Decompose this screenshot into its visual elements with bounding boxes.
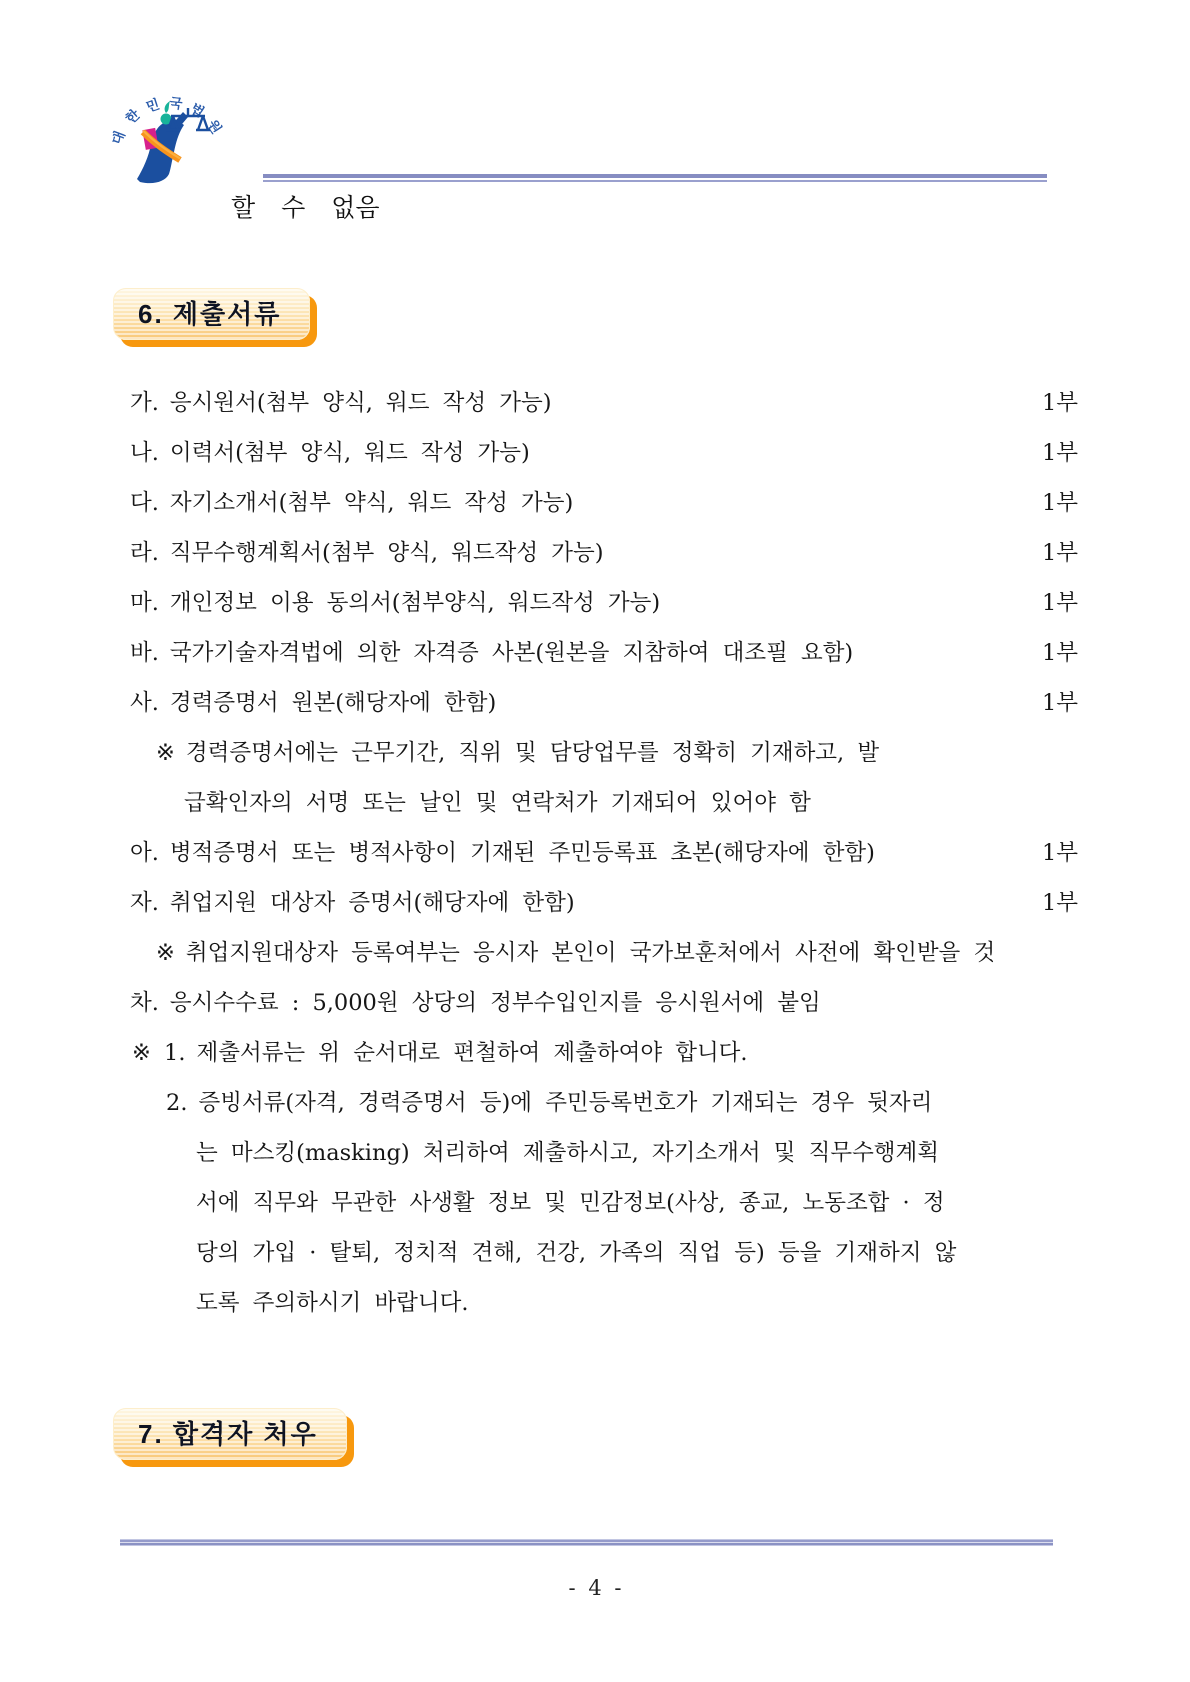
doc-line-count: 1부	[1041, 540, 1078, 566]
doc-line-text: 도록 주의하시기 바랍니다.	[196, 1290, 469, 1316]
doc-line	[110, 778, 1078, 828]
doc-line-label: ※	[156, 740, 175, 766]
doc-line-count: 1부	[1041, 590, 1078, 616]
doc-line-text: 경력증명서에는 근무기간, 직위 및 담당업무를 정확히 기재하고, 발	[185, 740, 880, 766]
doc-line-label: 자.	[130, 890, 159, 916]
doc-line	[110, 478, 1078, 528]
doc-line	[110, 528, 1078, 578]
doc-line	[110, 878, 1078, 928]
doc-line	[110, 978, 1078, 1028]
section-7-header: 7. 합격자 처우	[113, 1408, 347, 1460]
doc-line-label: 바.	[130, 640, 159, 666]
doc-line	[110, 1028, 1078, 1078]
supreme-court-logo	[106, 72, 230, 187]
doc-line-text: 급확인자의 서명 또는 날인 및 연락처가 기재되어 있어야 함	[184, 790, 811, 816]
doc-line	[110, 1128, 1078, 1178]
doc-line-label: 마.	[130, 590, 159, 616]
doc-line-text: 응시원서(첨부 양식, 워드 작성 가능)	[169, 390, 552, 416]
doc-line	[110, 828, 1078, 878]
doc-line-label: 가.	[130, 390, 159, 416]
doc-line	[110, 1278, 1078, 1328]
doc-line-label: ※	[156, 940, 175, 966]
doc-line-text: 취업지원 대상자 증명서(해당자에 한함)	[169, 890, 575, 916]
doc-line-count: 1부	[1041, 640, 1078, 666]
doc-line-text: 직무수행계획서(첨부 양식, 워드작성 가능)	[169, 540, 604, 566]
carryover-text: 할 수 없음	[231, 193, 380, 222]
section-6-header: 6. 제출서류	[113, 288, 310, 340]
doc-line-label: 2.	[166, 1090, 188, 1116]
doc-line	[110, 428, 1078, 478]
doc-line-text: 자기소개서(첨부 약식, 워드 작성 가능)	[169, 490, 574, 516]
doc-line-count: 1부	[1041, 390, 1078, 416]
doc-line	[110, 578, 1078, 628]
doc-line-label: 나.	[130, 440, 159, 466]
doc-line-label: 다.	[130, 490, 159, 516]
doc-line-count: 1부	[1041, 440, 1078, 466]
bottom-rule	[120, 1539, 1053, 1546]
doc-line-count: 1부	[1041, 490, 1078, 516]
doc-line-text: 개인정보 이용 동의서(첨부양식, 워드작성 가능)	[169, 590, 661, 616]
doc-line-label: 사.	[130, 690, 159, 716]
doc-line-text: 당의 가입 · 탈퇴, 정치적 견해, 건강, 가족의 직업 등) 등을 기재하지 않	[196, 1240, 957, 1266]
doc-line	[110, 928, 1078, 978]
doc-line	[110, 378, 1078, 428]
doc-line-label: ※ 1.	[132, 1040, 186, 1066]
doc-line	[110, 678, 1078, 728]
doc-line	[110, 1228, 1078, 1278]
doc-line-text: 응시수수료 : 5,000원 상당의 정부수입인지를 응시원서에 붙임	[169, 990, 821, 1016]
top-rule	[263, 174, 1047, 182]
doc-line-count: 1부	[1041, 690, 1078, 716]
document-list	[110, 378, 1078, 1328]
logo-letter: 국	[168, 95, 184, 112]
logo-letter: 민	[144, 96, 162, 115]
doc-line-text: 경력증명서 원본(해당자에 한함)	[169, 690, 497, 716]
doc-line	[110, 1078, 1078, 1128]
doc-line-text: 는 마스킹(masking) 처리하여 제출하시고, 자기소개서 및 직무수행계획	[196, 1140, 940, 1166]
logo-letter: 대	[109, 129, 128, 147]
doc-line	[110, 1178, 1078, 1228]
logo-letter: 원	[204, 117, 225, 137]
doc-line-label: 차.	[130, 990, 159, 1016]
doc-line-count: 1부	[1041, 840, 1078, 866]
doc-line-text: 병적증명서 또는 병적사항이 기재된 주민등록표 초본(해당자에 한함)	[169, 840, 875, 866]
doc-line-text: 이력서(첨부 양식, 워드 작성 가능)	[169, 440, 530, 466]
page-number: - 4 -	[568, 1576, 622, 1600]
doc-line-text: 국가기술자격법에 의한 자격증 사본(원본을 지참하여 대조필 요함)	[169, 640, 854, 666]
logo-letter: 법	[187, 100, 207, 121]
doc-line-label: 아.	[130, 840, 159, 866]
doc-line-text: 증빙서류(자격, 경력증명서 등)에 주민등록번호가 기재되는 경우 뒷자리	[198, 1090, 933, 1116]
doc-line	[110, 728, 1078, 778]
doc-line-text: 제출서류는 위 순서대로 편철하여 제출하여야 합니다.	[196, 1040, 748, 1066]
doc-line-text: 서에 직무와 무관한 사생활 정보 및 민감정보(사상, 종교, 노동조합 · 정	[196, 1190, 945, 1216]
doc-line-text: 취업지원대상자 등록여부는 응시자 본인이 국가보훈처에서 사전에 확인받을 것	[185, 940, 996, 966]
doc-line-count: 1부	[1041, 890, 1078, 916]
logo-letter: 한	[122, 106, 143, 127]
doc-line-label: 라.	[130, 540, 159, 566]
doc-line	[110, 628, 1078, 678]
